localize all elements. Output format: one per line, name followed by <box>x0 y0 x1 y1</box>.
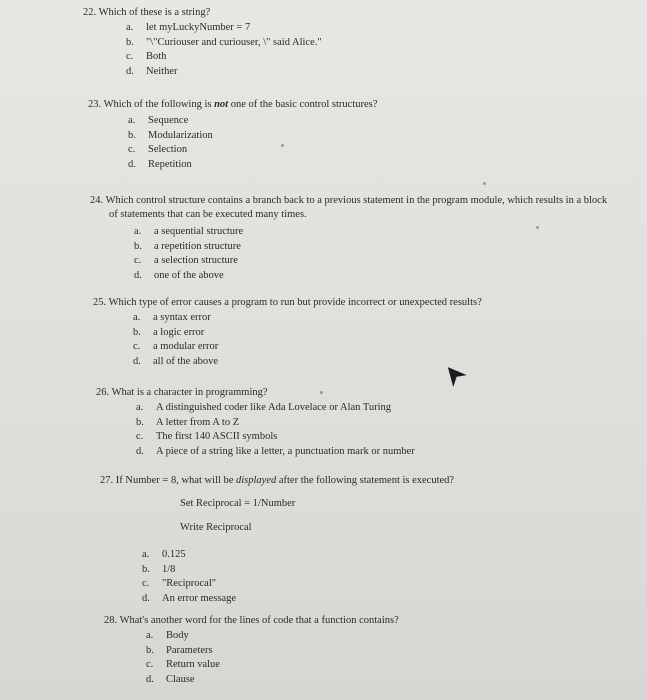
question-text: What is a character in programming? <box>111 387 268 398</box>
stray-mark <box>281 144 284 147</box>
question-number: 22. <box>83 7 97 18</box>
option-list <box>126 21 322 79</box>
option-c[interactable]: c. Selection <box>128 144 188 155</box>
option-a[interactable]: a. A distinguished coder like Ada Lovelace or Alan Turing <box>136 402 392 413</box>
question-text: Which type of error causes a program to run but provide incorrect or unexpected results? <box>108 297 482 308</box>
question-23 <box>88 98 377 172</box>
question-26 <box>96 386 415 459</box>
code-line-2: Write Reciprocal <box>180 522 252 533</box>
question-stem <box>88 98 377 112</box>
stray-mark <box>536 226 539 229</box>
question-number: 25. <box>93 297 107 308</box>
question-stem <box>90 194 618 222</box>
question-number: 28. <box>104 615 118 626</box>
question-stem <box>96 386 415 400</box>
option-b[interactable]: b. "\"Curiouser and curiouser, \" said Alice." <box>126 36 322 48</box>
option-a[interactable]: a. 0.125 <box>142 549 186 560</box>
question-number: 24. <box>90 195 104 206</box>
option-b[interactable]: b. A letter from A to Z <box>136 416 240 428</box>
option-a[interactable]: a. Sequence <box>128 115 189 126</box>
option-list <box>136 401 415 459</box>
question-text-after: after the following statement is executed? <box>276 475 455 486</box>
option-b[interactable]: b. Parameters <box>146 644 213 656</box>
option-list <box>128 114 377 172</box>
option-b[interactable]: b. a repetition structure <box>134 240 241 252</box>
option-b[interactable]: b. Modularization <box>128 129 213 141</box>
option-a[interactable]: a. a sequential structure <box>134 226 244 237</box>
question-stem <box>100 474 454 488</box>
code-line-1: Set Reciprocal = 1/Number <box>180 498 296 509</box>
option-d[interactable]: d. one of the above <box>134 269 224 281</box>
option-list <box>142 548 236 606</box>
option-c[interactable]: c. a selection structure <box>134 255 238 266</box>
question-text: What's another word for the lines of code that a function contains? <box>119 615 399 626</box>
question-22 <box>83 6 322 79</box>
option-b[interactable]: b. a logic error <box>133 326 205 338</box>
stray-mark <box>320 391 323 394</box>
option-d[interactable]: d. Clause <box>146 673 195 685</box>
question-stem <box>83 6 322 20</box>
option-list <box>146 629 399 687</box>
question-text-after: one of the basic control structures? <box>228 99 378 110</box>
question-number: 23. <box>88 99 102 110</box>
option-c[interactable]: c. Both <box>126 51 167 62</box>
question-stem <box>93 296 482 310</box>
option-d[interactable]: d. Repetition <box>128 158 192 170</box>
question-stem <box>104 614 399 628</box>
question-text: Which of these is a string? <box>98 7 211 18</box>
mouse-pointer-icon <box>441 362 467 388</box>
question-number: 26. <box>96 387 110 398</box>
option-c[interactable]: c. "Reciprocal" <box>142 578 217 589</box>
option-d[interactable]: d. Neither <box>126 65 178 77</box>
option-d[interactable]: d. all of the above <box>133 355 219 367</box>
question-28 <box>104 614 399 687</box>
option-a[interactable]: a. a syntax error <box>133 312 211 323</box>
question-25 <box>93 296 482 369</box>
option-a[interactable]: a. let myLuckyNumber = 7 <box>126 22 251 33</box>
option-d[interactable]: d. An error message <box>142 592 237 604</box>
stray-mark <box>483 182 486 185</box>
option-list <box>133 311 482 369</box>
question-text-before: If Number = 8, what will be <box>115 475 236 486</box>
option-b[interactable]: b. 1/8 <box>142 563 176 575</box>
question-27 <box>100 474 454 488</box>
option-c[interactable]: c. Return value <box>146 659 220 670</box>
option-c[interactable]: c. The first 140 ASCII symbols <box>136 431 278 442</box>
emphasis-not: not <box>214 99 229 110</box>
question-text: Which control structure contains a branch back to a previous statement in the program module, which results in a block of statements that can be executed many times. <box>105 195 608 220</box>
option-list <box>134 225 618 283</box>
option-a[interactable]: a. Body <box>146 630 189 641</box>
emphasis-displayed: displayed <box>235 475 277 486</box>
option-c[interactable]: c. a modular error <box>133 341 219 352</box>
question-24 <box>90 194 618 283</box>
option-d[interactable]: d. A piece of a string like a letter, a punctuation mark or number <box>136 445 415 457</box>
question-number: 27. <box>100 475 114 486</box>
question-text-before: Which of the following is <box>103 99 215 110</box>
